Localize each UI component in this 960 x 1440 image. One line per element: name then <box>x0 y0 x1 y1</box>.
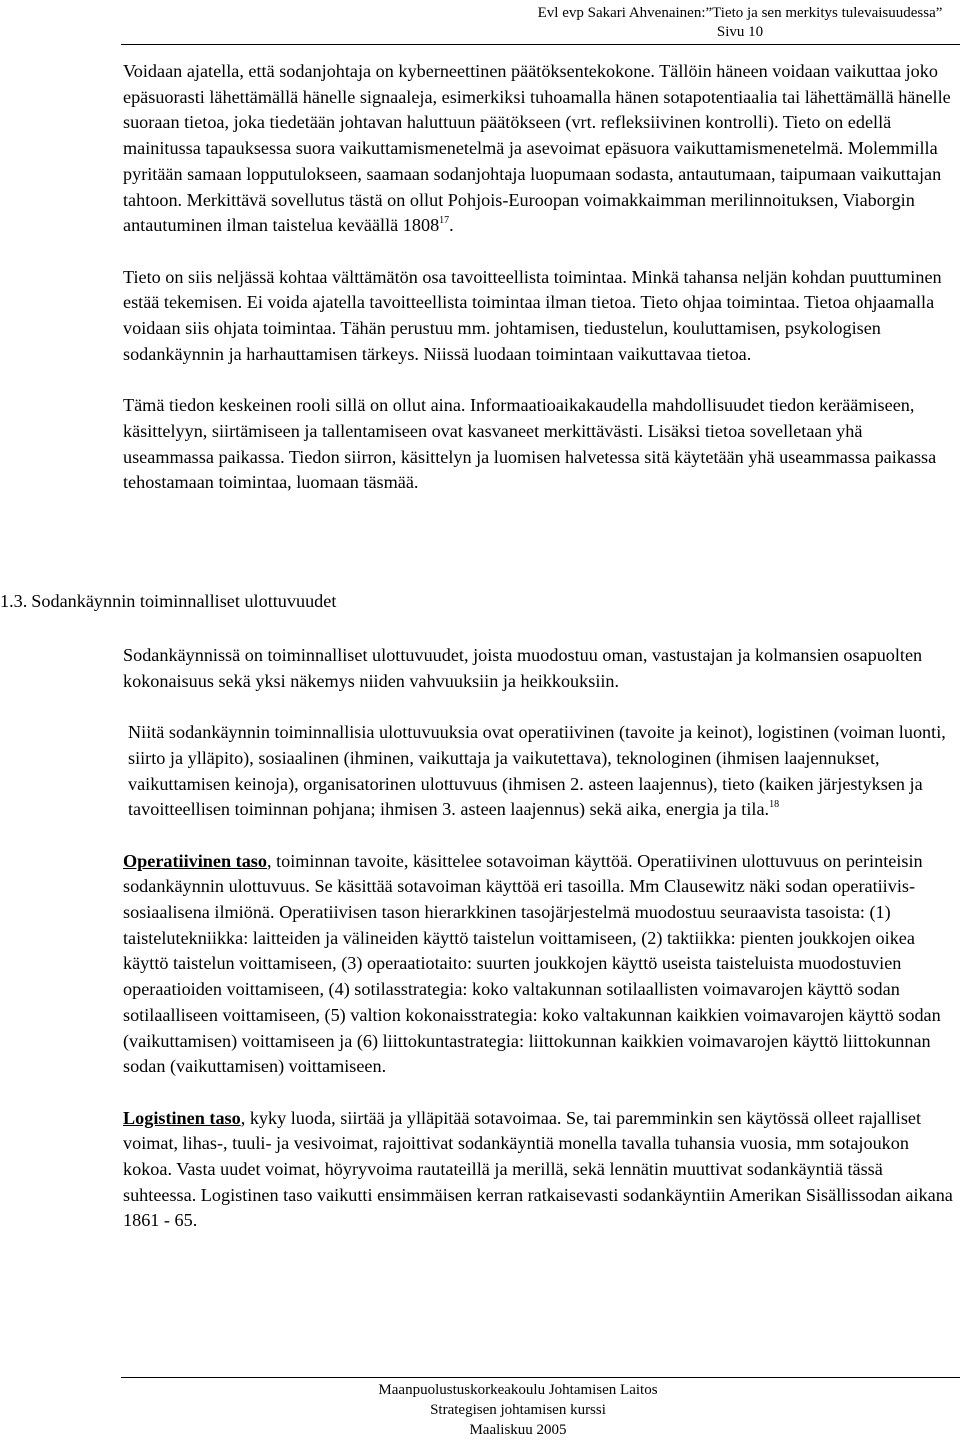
page-number: Sivu 10 <box>716 24 764 40</box>
paragraph-operational <box>123 849 955 1080</box>
page-header <box>520 4 960 42</box>
section-number: 1.3. <box>0 591 28 611</box>
term-operational: Operatiivinen taso <box>123 850 267 871</box>
paragraph-dimensions-list <box>123 720 955 823</box>
footer-divider <box>121 1377 960 1378</box>
footnote-ref-18[interactable]: 18 <box>769 799 780 811</box>
paragraph-cybernetic <box>123 59 955 239</box>
paragraph-information-role: Tieto on siis neljässä kohtaa välttämätön osa tavoitteellista toimintaa. Minkä tahansa neljän kohdan puuttuminen estää tekemisen. Ei voida ajatella tavoitteellista toimintaa ilman tietoa. Tieto ohjaa toimintaa. Tietoa ohjaamalla voidaan siis ohjata toimintaa. Tähän perustuu mm. johtamisen, tiedustelun, kouluttamisen, psykologisen sodankäynnin ja harhauttamisen tärkeys. Niissä luodaan toimintaan vaikuttavaa tietoa. <box>123 266 942 364</box>
section-body <box>123 643 955 1260</box>
section-title: Sodankäynnin toiminnalliset ulottuvuudet <box>31 591 337 611</box>
paragraph-information-age: Tämä tiedon keskeinen rooli sillä on ollut aina. Informaatioaikakaudella mahdollisuudet tiedon keräämiseen, käsittelyyn, siirtämiseen ja tallentamiseen ovat kasvaneet merkittävästi. Lisäksi tietoa sovelletaan yhä useammassa paikassa. Tiedon siirron, käsittelyn ja luomisen halvetessa sitä käytetään yhä useammassa paikassa tehostamaan toimintaa, luomaan täsmää. <box>123 395 937 493</box>
footer-course: Strategisen johtamisen kurssi <box>430 1402 606 1418</box>
paragraph-cybernetic-end: . <box>449 215 454 236</box>
paragraph-logistic <box>123 1106 955 1235</box>
paragraph-dimensions-intro: Sodankäynnissä on toiminnalliset ulottuvuudet, joista muodostuu oman, vastustajan ja kolmansien osapuolten kokonaisuus sekä yksi näkemys niiden vahvuuksiin ja heikkouksiin. <box>123 645 923 691</box>
section-heading <box>0 588 336 614</box>
paragraph-dimensions-list-text: Niitä sodankäynnin toiminnallisia ulottuvuuksia ovat operatiivinen (tavoite ja keinot), logistinen (voiman luonti, siirto ja ylläpito), sosiaalinen (ihminen, vaikuttaja ja vaikutettava), teknologinen (ihmisen laajennukset, vaikuttamisen keinoja), organisatorinen ulottuvuus (ihmisen 2. asteen laajennus), tieto (kaiken järjestyksen ja tavoitteellisen toiminnan pohjana; ihmisen 3. asteen laajennus) sekä aika, energia ja tila. <box>128 722 946 820</box>
page-footer <box>218 1380 818 1440</box>
paragraph-cybernetic-text: Voidaan ajatella, että sodanjohtaja on kyberneettinen päätöksentekokone. Tällöin häneen voidaan vaikuttaa joko epäsuorasti lähettämällä hänelle signaaleja, esimerkiksi tuhoamalla hänen sotapotentiaalia tai lähettämällä hänelle suoraan tietoa, joka tiedetään johtavan haluttuun päätökseen (vrt. refleksiivinen kontrolli). Tieto on edellä mainitussa tapauksessa suora vaikuttamismenetelmä ja asevoimat epäsuora vaikuttamismenetelmä. Molemmilla pyritään samaan lopputulokseen, saamaan sodanjohtaja luopumaan sodasta, antautumaan, taipumaan vaikuttajan tahtoon. Merkittävä sovellutus tästä on ollut Pohjois-Euroopan voimakkaimman merilinnoituksen, Viaborgin antautuminen ilman taistelua keväällä 1808 <box>123 61 951 236</box>
header-divider <box>121 44 960 45</box>
paragraph-logistic-text: , kyky luoda, siirtää ja ylläpitää sotavoimaa. Se, tai paremminkin sen käytössä olleet rajalliset voimat, lihas-, tuuli- ja vesivoimat, rajoittivat sodankäyntiä monella tavalla tuhansia vuosia, mm sotajoukon kokoa. Vasta uudet voimat, höyryvoima rautateillä ja merillä, sekä lennätin muuttivat sodankäyntiä tässä suhteessa. Logistinen taso vaikutti ensimmäisen kerran ratkaisevasti sodankäyntiin Amerikan Sisällissodan aikana 1861 - 65. <box>123 1107 953 1231</box>
footnote-ref-17[interactable]: 17 <box>439 215 450 227</box>
term-logistic: Logistinen taso <box>123 1107 241 1128</box>
body-text <box>123 59 955 522</box>
footer-institution: Maanpuolustuskorkeakoulu Johtamisen Laitos <box>378 1382 658 1398</box>
paragraph-operational-text: , toiminnan tavoite, käsittelee sotavoiman käyttöä. Operatiivinen ulottuvuus on perinteisin sodankäynnin ulottuvuus. Se käsittää sotavoiman käyttöä eri tasoilla. Mm Clausewitz näki sodan operatiivis- sosiaalisena ilmiönä. Operatiivisen tason hierarkkinen tasojärjestelmä muodostuu seuraavista tasoista: (1) taistelutekniikka: laitteiden ja välineiden käyttö taistelun voittamiseen, (2) taktiikka: pienten joukkojen oikea käyttö taistelun voittamiseen, (3) operaatiotaito: suurten joukkojen käyttö useista taisteluista muodostuvien operaatioiden voittamiseen, (4) sotilasstrategia: koko valtakunnan sotilaallisten voimavarojen käyttö sodan sotilaalliseen voittamiseen, (5) valtion kokonaisstrategia: koko valtakunnan kaikkien voimavarojen käyttö sodan (vaikuttamisen) voittamiseen ja (6) liittokuntastrategia: liittokunnan kaikkien voimavarojen käyttö liittokunnan sodan (vaikuttamisen) voittamiseen. <box>123 850 941 1077</box>
header-title: Evl evp Sakari Ahvenainen:”Tieto ja sen merkitys tulevaisuudessa” <box>537 5 943 21</box>
footer-date: Maaliskuu 2005 <box>469 1422 567 1438</box>
